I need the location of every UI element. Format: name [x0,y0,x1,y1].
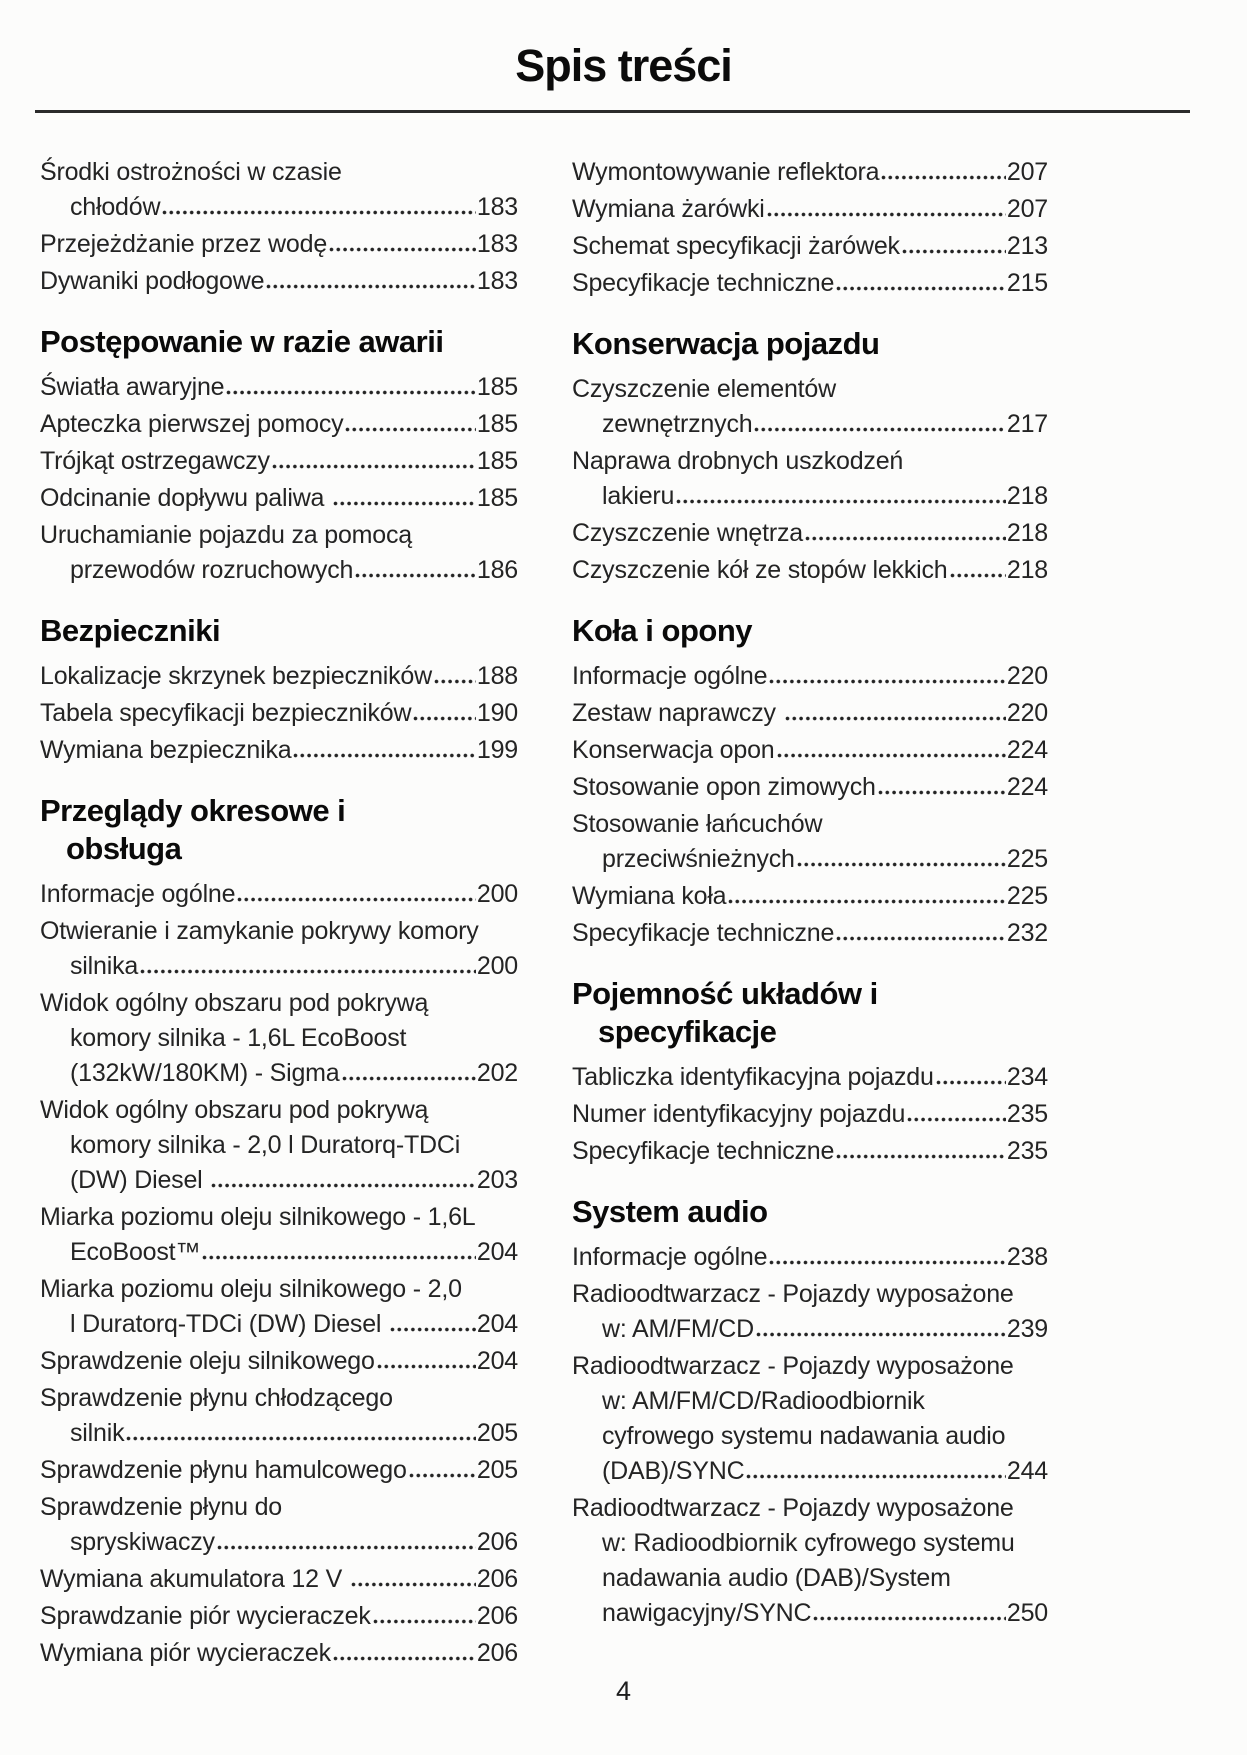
dot-leader [907,1117,1006,1122]
toc-entry-text: chłodów [70,193,161,221]
toc-entry [572,1277,1048,1347]
dot-leader [342,1076,476,1081]
dot-leader [756,1332,1006,1337]
section-heading-line: specyfikacje [598,1014,777,1049]
toc-entry-text: Schemat specyfikacji żarówek [572,232,900,260]
entry-page-number: 206 [476,1602,518,1630]
toc-entry-line: Widok ogólny obszaru pod pokrywą [40,989,429,1017]
entry-page-number: 200 [476,880,518,908]
toc-entry-last-line [572,1097,1048,1132]
toc-entry-text: (DAB)/SYNC [602,1457,745,1485]
dot-leader [162,210,476,215]
toc-entry [572,733,1048,768]
toc-entry [40,1200,518,1270]
toc-entry-last-line [70,553,518,588]
toc-entry-text: Lokalizacje skrzynek bezpieczników [40,662,432,690]
toc-entry-line: nadawania audio (DAB)/System [602,1564,951,1592]
toc-entry-text: nawigacyjny/SYNC [602,1599,812,1627]
toc-columns [40,155,1247,1673]
toc-entry [572,372,1048,442]
dot-leader [377,1364,476,1369]
section-heading-line: System audio [572,1194,768,1229]
toc-entry [572,266,1048,301]
toc-entry-last-line [40,227,518,262]
toc-entry-last-line [572,229,1048,264]
section-heading-line: Postępowanie w razie awarii [40,324,444,359]
section-heading [572,325,1048,363]
entry-page-number: 220 [1006,699,1048,727]
section-heading [40,612,518,650]
entry-page-number: 250 [1006,1599,1048,1627]
toc-entry [40,370,518,405]
toc-entry-last-line [572,696,1048,731]
toc-entry-line: Sprawdzenie płynu do [40,1493,282,1521]
toc-entry-text: l Duratorq-TDCi (DW) Diesel [70,1310,389,1338]
entry-page-number: 213 [1006,232,1048,260]
entry-page-number: 190 [476,699,518,727]
toc-entry-text: Wymiana akumulatora 12 V [40,1565,349,1593]
entry-page-number: 225 [1006,845,1048,873]
toc-entry-line: Otwieranie i zamykanie pokrywy komory [40,917,479,945]
toc-entry-last-line [70,1235,518,1270]
toc-entry [572,155,1048,190]
toc-entry [572,444,1048,514]
entry-page-number: 185 [476,484,518,512]
toc-entry [40,986,518,1091]
toc-entry-text: Konserwacja opon [572,736,775,764]
toc-entry-last-line [602,1596,1048,1631]
entry-page-number: 218 [1006,482,1048,510]
toc-entry-text: Informacje ogólne [572,1243,768,1271]
toc-entry-last-line [572,770,1048,805]
toc-entry-text: w: AM/FM/CD [602,1315,754,1343]
dot-leader [777,753,1006,758]
entry-page-number: 239 [1006,1315,1048,1343]
dot-leader [676,499,1006,504]
toc-entry-last-line [602,1312,1048,1347]
toc-entry-last-line [572,733,1048,768]
toc-entry-line: Naprawa drobnych uszkodzeń [572,447,904,475]
toc-entry [40,1490,518,1560]
dot-leader [413,716,476,721]
toc-entry [40,659,518,694]
toc-entry [40,227,518,262]
toc-entry [40,1272,518,1342]
toc-entry-text: Stosowanie opon zimowych [572,773,876,801]
toc-entry [572,659,1048,694]
entry-page-number: 199 [476,736,518,764]
entry-page-number: 235 [1006,1137,1048,1165]
dot-leader [902,249,1006,254]
toc-entry-text: EcoBoost™ [70,1238,201,1266]
dot-leader [746,1474,1005,1479]
toc-entry-last-line [572,192,1048,227]
toc-entry [572,770,1048,805]
entry-page-number: 185 [476,373,518,401]
toc-entry-line: Sprawdzenie płynu chłodzącego [40,1384,393,1412]
toc-entry-last-line [572,1240,1048,1275]
toc-entry-last-line [572,659,1048,694]
dot-leader [202,1255,476,1260]
toc-entry [572,192,1048,227]
entry-page-number: 205 [476,1456,518,1484]
toc-entry [572,229,1048,264]
entry-page-number: 244 [1006,1457,1048,1485]
dot-leader [409,1473,476,1478]
toc-entry-last-line [40,444,518,479]
section-heading-line: obsługa [66,831,182,866]
toc-entry-line: komory silnika - 2,0 l Duratorq-TDCi [70,1131,461,1159]
toc-entry-last-line [70,1525,518,1560]
toc-entry-last-line [70,1307,518,1342]
toc-entry [572,1240,1048,1275]
section-heading [572,975,1048,1051]
toc-entry-text: Przejeżdżanie przez wodę [40,230,328,258]
toc-entry [572,1134,1048,1169]
section-heading [40,792,518,868]
entry-page-number: 183 [476,193,518,221]
entry-page-number: 225 [1006,882,1048,910]
toc-entry-last-line [572,1134,1048,1169]
toc-entry [572,696,1048,731]
dot-leader [797,862,1006,867]
toc-entry-line: Radioodtwarzacz - Pojazdy wyposażone [572,1494,1014,1522]
toc-entry-text: Wymontowywanie reflektora [572,158,880,186]
toc-entry-text: Numer identyfikacyjny pojazdu [572,1100,906,1128]
toc-entry-last-line [40,1599,518,1634]
section-heading [572,1193,1048,1231]
dot-leader [813,1616,1005,1621]
toc-entry-text: Czyszczenie wnętrza [572,519,804,547]
entry-page-number: 218 [1006,519,1048,547]
dot-leader [785,716,1006,721]
toc-entry-last-line [572,1060,1048,1095]
toc-entry-line: cyfrowego systemu nadawania audio [602,1422,1006,1450]
toc-entry [40,914,518,984]
dot-leader [769,1260,1006,1265]
entry-page-number: 232 [1006,919,1048,947]
toc-entry-last-line [40,696,518,731]
dot-leader [754,427,1005,432]
toc-entry-line: Stosowanie łańcuchów [572,810,823,838]
toc-entry-line: Uruchamianie pojazdu za pomocą [40,521,412,549]
toc-entry-last-line [40,1344,518,1379]
toc-entry [40,518,518,588]
page-title: Spis treści [515,40,732,91]
toc-entry-last-line [572,916,1048,951]
section-heading [572,612,1048,650]
toc-entry-text: przewodów rozruchowych [70,556,354,584]
section-heading-line: Bezpieczniki [40,613,221,648]
toc-entry-text: Wymiana bezpiecznika [40,736,292,764]
toc-entry-text: przeciwśnieżnych [602,845,795,873]
entry-page-number: 218 [1006,556,1048,584]
toc-entry-line: Czyszczenie elementów [572,375,836,403]
toc-entry [572,1349,1048,1489]
toc-entry-last-line [602,407,1048,442]
page-footer [0,1676,1247,1707]
toc-entry-last-line [70,949,518,984]
toc-entry [40,407,518,442]
entry-page-number: 220 [1006,662,1048,690]
toc-entry-last-line [40,481,518,516]
entry-page-number: 206 [476,1639,518,1667]
section-heading-line: Konserwacja pojazdu [572,326,880,361]
toc-entry-text: Apteczka pierwszej pomocy [40,410,344,438]
toc-entry-text: Specyfikacje techniczne [572,919,835,947]
toc-entry-last-line [602,842,1048,877]
page-number: 4 [615,1676,632,1706]
entry-page-number: 217 [1006,410,1048,438]
toc-entry-text: Światła awaryjne [40,373,225,401]
toc-entry-last-line [40,659,518,694]
entry-page-number: 203 [476,1166,518,1194]
dot-leader [936,1080,1006,1085]
dot-leader [345,427,475,432]
toc-entry-text: (DW) Diesel [70,1166,210,1194]
toc-entry-line: Radioodtwarzacz - Pojazdy wyposażone [572,1280,1014,1308]
toc-entry-last-line [40,407,518,442]
toc-entry-line: komory silnika - 1,6L EcoBoost [70,1024,407,1052]
dot-leader [333,1656,476,1661]
entry-page-number: 204 [476,1347,518,1375]
toc-column-left [40,155,518,1673]
dot-leader [237,897,476,902]
toc-entry-last-line [572,879,1048,914]
toc-entry-text: (132kW/180KM) - Sigma [70,1059,340,1087]
dot-leader [767,212,1006,217]
dot-leader [351,1582,476,1587]
toc-entry-last-line [70,1416,518,1451]
toc-entry-text: Informacje ogólne [40,880,236,908]
toc-entry [40,1453,518,1488]
toc-entry-text: lakieru [602,482,675,510]
toc-entry-last-line [572,266,1048,301]
toc-entry-line: Radioodtwarzacz - Pojazdy wyposażone [572,1352,1014,1380]
entry-page-number: 183 [476,267,518,295]
toc-entry [40,264,518,299]
dot-leader [293,753,475,758]
toc-entry-text: Dywaniki podłogowe [40,267,265,295]
entry-page-number: 207 [1006,158,1048,186]
toc-entry [572,1491,1048,1631]
toc-entry-line: Miarka poziomu oleju silnikowego - 2,0 [40,1275,462,1303]
toc-entry-text: Tabela specyfikacji bezpieczników [40,699,412,727]
dot-leader [390,1327,476,1332]
toc-entry-last-line [572,155,1048,190]
toc-entry-line: w: Radioodbiornik cyfrowego systemu [602,1529,1015,1557]
toc-entry-text: Tabliczka identyfikacyjna pojazdu [572,1063,934,1091]
toc-entry [40,696,518,731]
toc-entry [40,1344,518,1379]
dot-leader [333,501,476,506]
dot-leader [140,969,476,974]
dot-leader [211,1183,476,1188]
toc-entry-text: Sprawdzenie płynu hamulcowego [40,1456,407,1484]
toc-entry [572,1060,1048,1095]
dot-leader [126,1436,476,1441]
dot-leader [272,464,476,469]
toc-entry-text: Czyszczenie kół ze stopów lekkich [572,556,948,584]
dot-leader [950,573,1006,578]
dot-leader [434,679,476,684]
entry-page-number: 202 [476,1059,518,1087]
toc-entry-text: Wymiana żarówki [572,195,765,223]
dot-leader [217,1545,476,1550]
toc-entry [572,807,1048,877]
entry-page-number: 235 [1006,1100,1048,1128]
entry-page-number: 234 [1006,1063,1048,1091]
section-heading-line: Koła i opony [572,613,752,648]
entry-page-number: 204 [476,1310,518,1338]
toc-entry-last-line [40,264,518,299]
toc-entry-text: Wymiana koła [572,882,727,910]
entry-page-number: 224 [1006,773,1048,801]
toc-entry-text: Sprawdzenie oleju silnikowego [40,1347,375,1375]
toc-entry-text: silnika [70,952,139,980]
toc-entry-text: Wymiana piór wycieraczek [40,1639,331,1667]
dot-leader [836,286,1006,291]
toc-entry-text: zewnętrznych [602,410,753,438]
toc-entry-line: Miarka poziomu oleju silnikowego - 1,6L [40,1203,476,1231]
toc-entry-last-line [572,553,1048,588]
entry-page-number: 188 [476,662,518,690]
toc-entry-line: w: AM/FM/CD/Radioodbiornik [602,1387,925,1415]
header-divider [35,110,1190,113]
section-heading [40,323,518,361]
toc-entry-text: Sprawdzanie piór wycieraczek [40,1602,371,1630]
toc-entry-text: Zestaw naprawczy [572,699,783,727]
dot-leader [373,1619,476,1624]
dot-leader [836,1154,1006,1159]
entry-page-number: 224 [1006,736,1048,764]
toc-entry-last-line [40,877,518,912]
toc-entry-last-line [40,1453,518,1488]
entry-page-number: 206 [476,1528,518,1556]
toc-entry [40,444,518,479]
page-header [0,0,1247,113]
dot-leader [728,899,1006,904]
toc-entry-last-line [40,1636,518,1671]
toc-entry [572,516,1048,551]
dot-leader [881,175,1005,180]
entry-page-number: 238 [1006,1243,1048,1271]
dot-leader [329,247,476,252]
toc-entry-last-line [602,1454,1048,1489]
toc-entry [40,1636,518,1671]
toc-entry-line: Środki ostrożności w czasie [40,158,342,186]
toc-entry [572,553,1048,588]
entry-page-number: 183 [476,230,518,258]
toc-entry-last-line [70,190,518,225]
toc-entry [40,1599,518,1634]
toc-column-right [572,155,1048,1673]
toc-entry-text: Trójkąt ostrzegawczy [40,447,270,475]
dot-leader [226,390,475,395]
toc-entry [572,916,1048,951]
dot-leader [355,573,476,578]
toc-entry-text: Specyfikacje techniczne [572,1137,835,1165]
entry-page-number: 204 [476,1238,518,1266]
toc-entry-last-line [602,479,1048,514]
entry-page-number: 206 [476,1565,518,1593]
section-heading-line: Pojemność układów i [572,976,878,1011]
dot-leader [878,790,1006,795]
toc-entry-text: Informacje ogólne [572,662,768,690]
toc-entry-last-line [70,1163,518,1198]
toc-entry-last-line [572,516,1048,551]
dot-leader [836,936,1006,941]
toc-entry-line: Widok ogólny obszaru pod pokrywą [40,1096,429,1124]
entry-page-number: 186 [476,556,518,584]
toc-entry-last-line [40,370,518,405]
toc-entry [40,1093,518,1198]
toc-entry-last-line [40,733,518,768]
toc-entry [40,733,518,768]
dot-leader [769,679,1006,684]
toc-entry [572,879,1048,914]
toc-entry [572,1097,1048,1132]
entry-page-number: 205 [476,1419,518,1447]
toc-entry [40,877,518,912]
toc-entry [40,1381,518,1451]
toc-entry-last-line [70,1056,518,1091]
toc-entry-last-line [40,1562,518,1597]
entry-page-number: 215 [1006,269,1048,297]
toc-entry-text: Specyfikacje techniczne [572,269,835,297]
entry-page-number: 207 [1006,195,1048,223]
toc-entry-text: silnik [70,1419,125,1447]
toc-entry [40,1562,518,1597]
toc-entry [40,155,518,225]
toc-entry-text: Odcinanie dopływu paliwa [40,484,332,512]
dot-leader [266,284,476,289]
entry-page-number: 200 [476,952,518,980]
toc-entry [40,481,518,516]
entry-page-number: 185 [476,410,518,438]
section-heading-line: Przeglądy okresowe i [40,793,346,828]
entry-page-number: 185 [476,447,518,475]
dot-leader [805,536,1006,541]
toc-entry-text: spryskiwaczy [70,1528,215,1556]
